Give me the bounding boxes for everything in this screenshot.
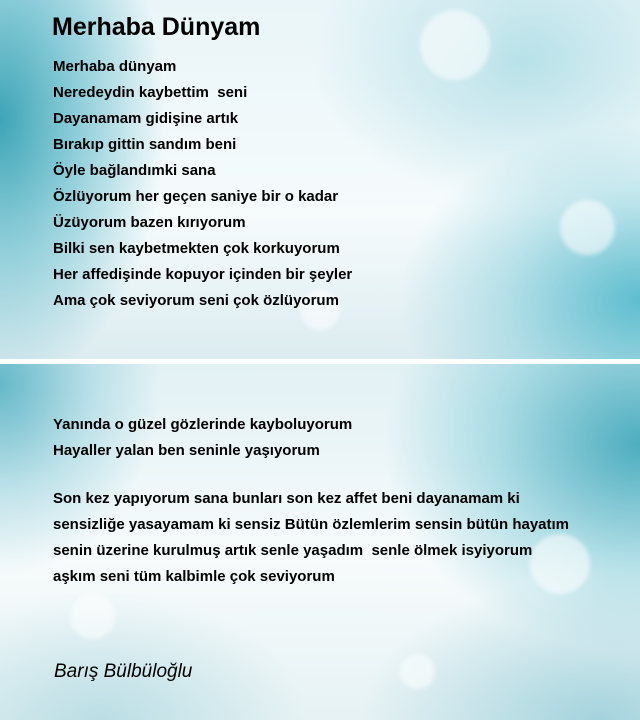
poem-line: Bilki sen kaybetmekten çok korkuyorum <box>53 240 340 257</box>
poem-line: Hayaller yalan ben seninle yaşıyorum <box>53 442 320 459</box>
poem-line: Yanında o güzel gözlerinde kayboluyorum <box>53 416 353 433</box>
poem-line: Özlüyorum her geçen saniye bir o kadar <box>53 188 339 205</box>
poem-line: Her affedişinde kopuyor içinden bir şeyler <box>53 266 353 283</box>
poem-line: Merhaba dünyam <box>53 58 177 75</box>
bokeh-light <box>400 654 435 689</box>
poem-title: Merhaba Dünyam <box>52 13 261 41</box>
poem-line: Ama çok seviyorum seni çok özlüyorum <box>53 292 339 309</box>
poem-line: Bırakıp gittin sandım beni <box>53 136 237 153</box>
poem-line: Öyle bağlandımki sana <box>53 162 216 179</box>
poem-verses-page1 <box>53 54 352 314</box>
poem-line: Neredeydin kaybettim seni <box>53 84 248 101</box>
poem-line: Son kez yapıyorum sana bunları son kez affet beni dayanamam ki <box>53 490 520 507</box>
bokeh-light <box>420 10 490 80</box>
poem-line: Üzüyorum bazen kırıyorum <box>53 214 246 231</box>
poem-panel-top <box>0 0 640 359</box>
bokeh-light <box>560 200 615 255</box>
poem-line: Dayanamam gidişine artık <box>53 110 239 127</box>
stanza-gap <box>53 464 569 486</box>
bokeh-light <box>70 594 115 639</box>
poem-verses-page2 <box>53 412 569 590</box>
poem-line: senin üzerine kurulmuş artık senle yaşadım senle ölmek isyiyorum <box>53 542 533 559</box>
poem-line: sensizliğe yasayamam ki sensiz Bütün özlemlerim sensin bütün hayatım <box>53 516 570 533</box>
poem-line: aşkım seni tüm kalbimle çok seviyorum <box>53 568 335 585</box>
poem-panel-bottom <box>0 364 640 720</box>
poem-author: Barış Bülbüloğlu <box>54 661 193 682</box>
